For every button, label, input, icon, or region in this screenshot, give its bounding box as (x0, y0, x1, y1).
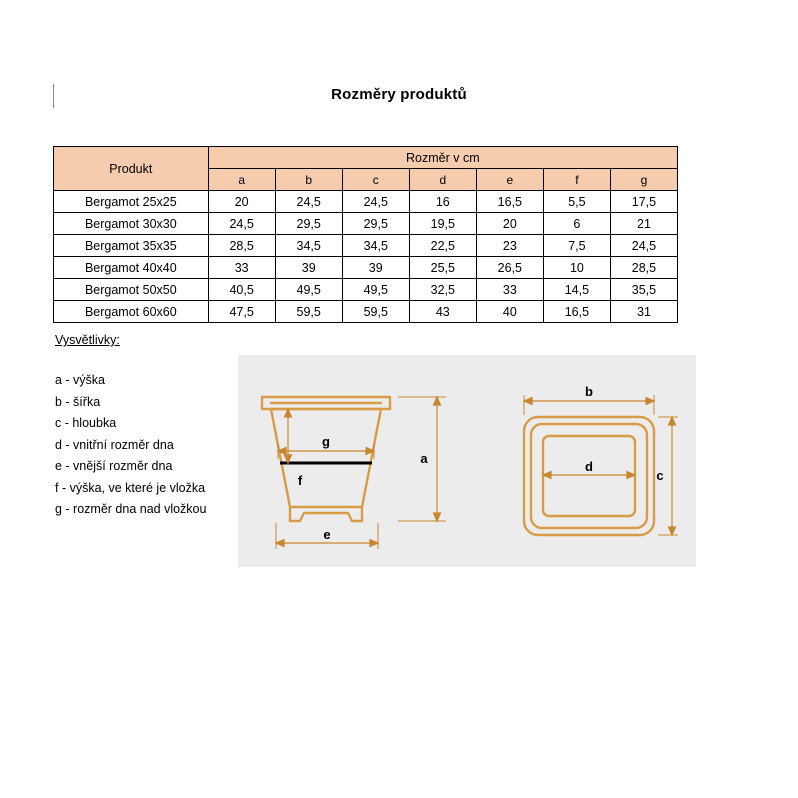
cell-f: 5,5 (543, 191, 610, 213)
cell-b: 49,5 (275, 279, 342, 301)
cell-c: 29,5 (342, 213, 409, 235)
row-product-name: Bergamot 30x30 (54, 213, 209, 235)
subheader-d: d (409, 169, 476, 191)
table-row (54, 213, 678, 235)
label-d: d (585, 459, 593, 474)
header-dimensions: Rozměr v cm (208, 147, 677, 169)
table-row (54, 235, 678, 257)
cell-c: 24,5 (342, 191, 409, 213)
cell-d: 19,5 (409, 213, 476, 235)
row-product-name: Bergamot 50x50 (54, 279, 209, 301)
legend-item-f: f - výška, ve které je vložka (55, 480, 206, 495)
row-product-name: Bergamot 35x35 (54, 235, 209, 257)
cell-f: 16,5 (543, 301, 610, 323)
table-header-row (54, 147, 678, 169)
subheader-f: f (543, 169, 610, 191)
legend-item-d: d - vnitřní rozměr dna (55, 437, 174, 452)
subheader-e: e (476, 169, 543, 191)
legend-item-a: a - výška (55, 373, 106, 387)
dimension-diagram (238, 355, 696, 567)
cell-f: 14,5 (543, 279, 610, 301)
cell-g: 31 (610, 301, 677, 323)
subheader-g: g (610, 169, 677, 191)
label-b: b (585, 384, 593, 399)
cell-d: 25,5 (409, 257, 476, 279)
cell-g: 28,5 (610, 257, 677, 279)
cell-a: 20 (208, 191, 275, 213)
subheader-c: c (342, 169, 409, 191)
top-view-drawing (524, 417, 654, 535)
label-g: g (322, 434, 330, 449)
label-a: a (420, 451, 428, 466)
table-row (54, 279, 678, 301)
label-e: e (323, 527, 331, 542)
dimensions-table (53, 146, 678, 323)
page-title: Rozměry produktů (331, 86, 467, 103)
cell-g: 35,5 (610, 279, 677, 301)
cell-d: 16 (409, 191, 476, 213)
table-row (54, 257, 678, 279)
cell-e: 40 (476, 301, 543, 323)
row-product-name: Bergamot 25x25 (54, 191, 209, 213)
header-product: Produkt (54, 147, 209, 191)
cell-a: 40,5 (208, 279, 275, 301)
cell-c: 49,5 (342, 279, 409, 301)
cell-b: 34,5 (275, 235, 342, 257)
cell-a: 28,5 (208, 235, 275, 257)
cell-b: 24,5 (275, 191, 342, 213)
cell-c: 59,5 (342, 301, 409, 323)
cell-a: 33 (208, 257, 275, 279)
legend-list (55, 370, 206, 521)
cell-b: 39 (275, 257, 342, 279)
cell-g: 17,5 (610, 191, 677, 213)
legend-title: Vysvětlivky: (55, 333, 120, 347)
side-view-drawing (262, 397, 390, 521)
cell-e: 26,5 (476, 257, 543, 279)
subheader-b: b (275, 169, 342, 191)
label-c: c (656, 468, 664, 483)
legend-item-b: b - šířka (55, 394, 101, 409)
cell-d: 32,5 (409, 279, 476, 301)
cell-e: 20 (476, 213, 543, 235)
cell-g: 21 (610, 213, 677, 235)
cell-g: 24,5 (610, 235, 677, 257)
cell-f: 7,5 (543, 235, 610, 257)
cell-d: 43 (409, 301, 476, 323)
cell-c: 39 (342, 257, 409, 279)
cell-d: 22,5 (409, 235, 476, 257)
cell-a: 24,5 (208, 213, 275, 235)
dimension-f (285, 409, 292, 463)
cell-e: 33 (476, 279, 543, 301)
label-f: f (297, 473, 303, 488)
table-row (54, 301, 678, 323)
table-row (54, 191, 678, 213)
cell-e: 23 (476, 235, 543, 257)
subheader-a: a (208, 169, 275, 191)
cell-c: 34,5 (342, 235, 409, 257)
legend-item-e: e - vnější rozměr dna (55, 459, 173, 473)
cell-b: 59,5 (275, 301, 342, 323)
cell-a: 47,5 (208, 301, 275, 323)
legend-item-g: g - rozměr dna nad vložkou (55, 502, 207, 516)
legend-item-c: c - hloubka (55, 416, 117, 430)
dimensions-table-wrapper (53, 146, 678, 323)
row-product-name: Bergamot 40x40 (54, 257, 209, 279)
row-product-name: Bergamot 60x60 (54, 301, 209, 323)
cell-b: 29,5 (275, 213, 342, 235)
cell-f: 6 (543, 213, 610, 235)
cell-f: 10 (543, 257, 610, 279)
cell-e: 16,5 (476, 191, 543, 213)
